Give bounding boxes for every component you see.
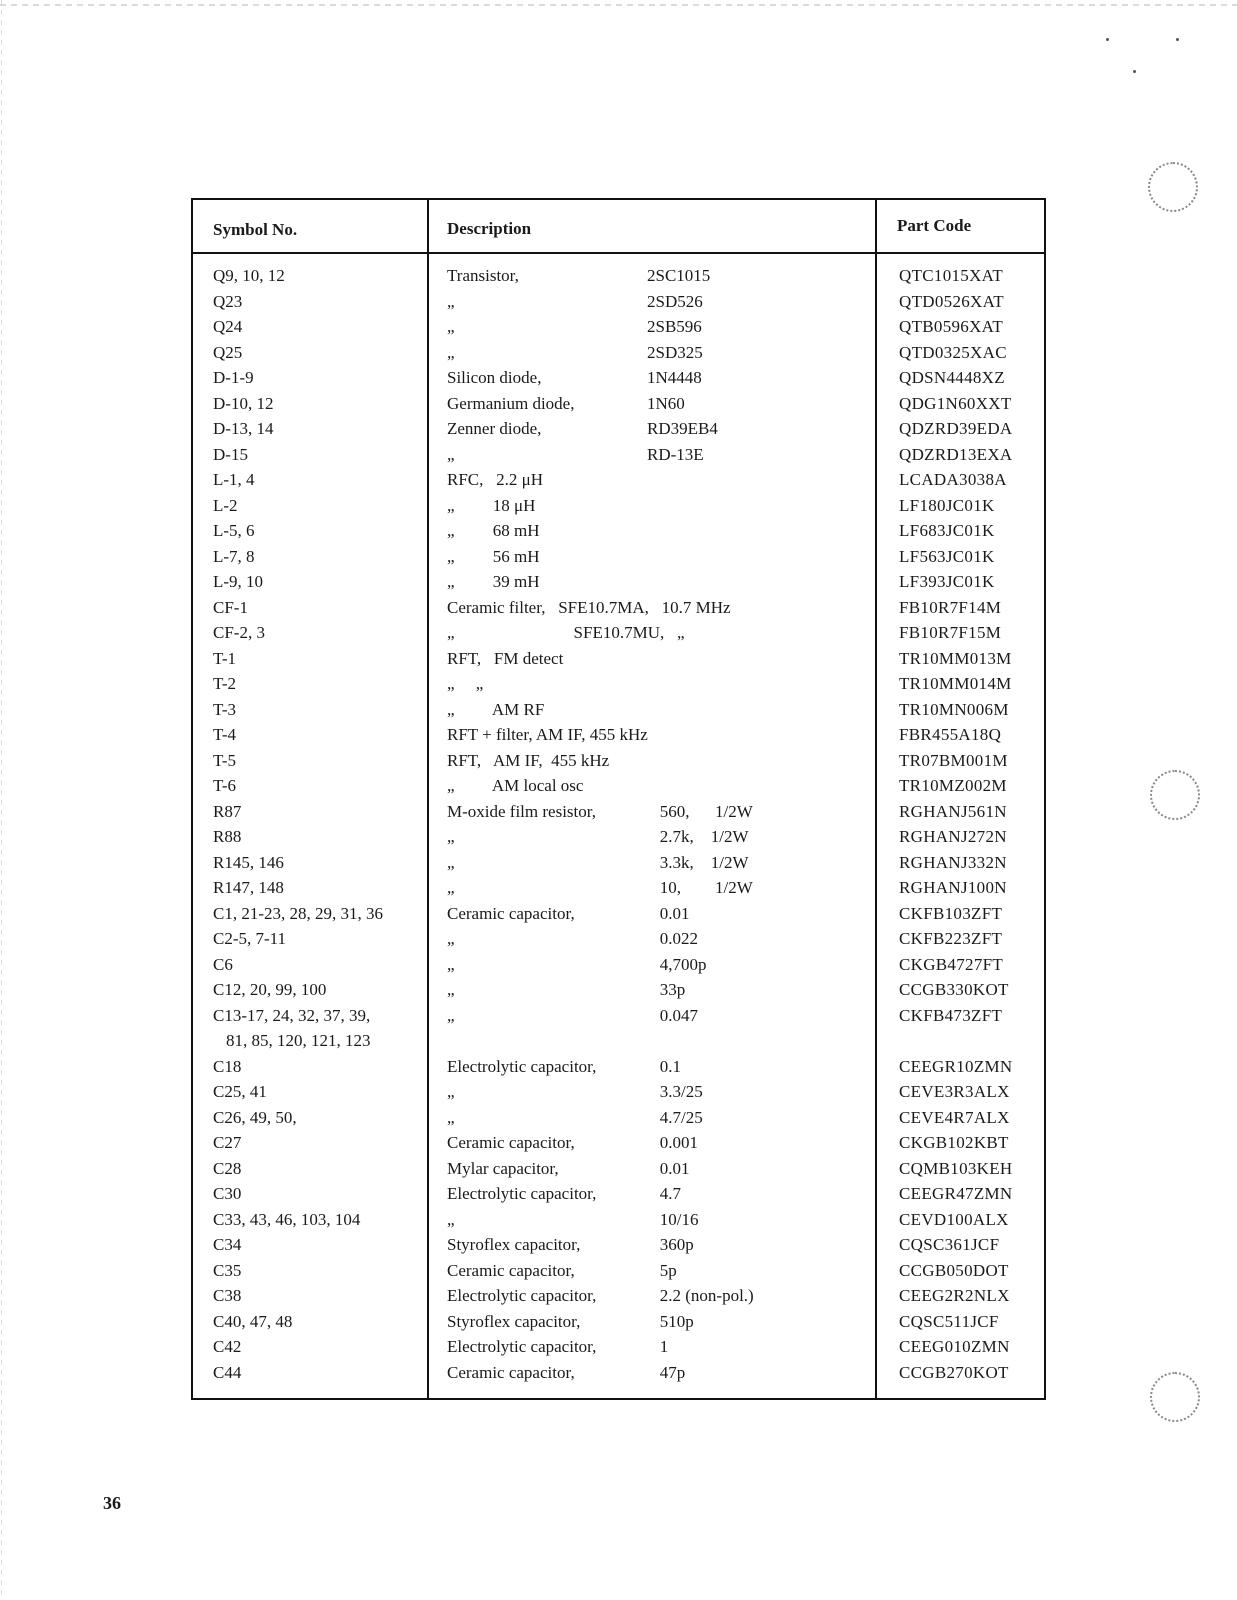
symbol-cell: C12, 20, 99, 100 (213, 980, 327, 999)
scan-edge-left (1, 0, 2, 1600)
symbol-cell: T-2 (213, 674, 236, 693)
symbol-cell: R147, 148 (213, 878, 284, 897)
description-cell: „ (447, 852, 455, 872)
table-row (193, 1031, 1044, 1057)
part-code-cell: CQSC511JCF (899, 1311, 999, 1331)
part-code-cell: FB10R7F14M (899, 597, 1002, 617)
value-cell: 0.01 (647, 903, 690, 923)
parts-table (191, 198, 1046, 1400)
part-code-cell: CEVE3R3ALX (899, 1082, 1010, 1101)
description-cell: Electrolytic capacitor, (447, 1184, 597, 1203)
table-row (193, 725, 1044, 751)
symbol-cell: T-4 (213, 725, 236, 744)
table-row (193, 1133, 1044, 1159)
description-cell: Transistor, (447, 266, 519, 285)
symbol-cell: C44 (213, 1362, 242, 1382)
symbol-cell: C30 (213, 1184, 242, 1203)
table-row (193, 547, 1044, 573)
table-row (193, 1159, 1044, 1185)
part-code-cell: CKFB223ZFT (899, 929, 1003, 948)
part-code-cell: CEEGR47ZMN (899, 1184, 1013, 1203)
description-cell: „ (447, 980, 455, 999)
symbol-cell: T-5 (213, 750, 236, 770)
part-code-cell: CKGB4727FT (899, 954, 1004, 974)
part-code-cell: LF180JC01K (899, 495, 995, 515)
part-code-cell: TR10MN006M (899, 699, 1009, 719)
header-description: Description (447, 219, 532, 238)
part-code-cell: RGHANJ100N (899, 878, 1007, 897)
table-row (193, 700, 1044, 726)
value-cell: 0.022 (647, 929, 698, 948)
symbol-cell: D-13, 14 (213, 419, 274, 438)
header-symbol-no: Symbol No. (213, 220, 298, 239)
table-row (193, 368, 1044, 394)
table-row (193, 827, 1044, 853)
description-cell: Ceramic capacitor, (447, 1133, 575, 1152)
description-cell: „ (447, 1107, 455, 1127)
part-code-cell: CCGB050DOT (899, 1260, 1009, 1280)
value-cell: 10/16 (647, 1209, 699, 1229)
description-cell: „ (447, 444, 455, 464)
description-cell: Ceramic capacitor, (447, 1362, 575, 1382)
symbol-cell: R88 (213, 827, 242, 846)
value-cell: 2SD325 (647, 342, 703, 362)
page-number: 36 (103, 1493, 121, 1513)
symbol-cell: R87 (213, 801, 242, 821)
value-cell: 4.7 (647, 1184, 681, 1203)
value-cell: 2SD526 (647, 291, 703, 311)
symbol-cell: CF-1 (213, 597, 248, 617)
table-row (193, 1337, 1044, 1363)
description-cell: Electrolytic capacitor, (447, 1056, 597, 1076)
part-code-cell: CEVE4R7ALX (899, 1107, 1010, 1127)
table-row (193, 853, 1044, 879)
description-cell: „ „ (447, 674, 484, 693)
table-row (193, 904, 1044, 930)
part-code-cell: LCADA3038A (899, 470, 1007, 489)
part-code-cell: QDSN4448XZ (899, 368, 1005, 387)
table-row (193, 1235, 1044, 1261)
description-cell: Silicon diode, (447, 368, 542, 387)
part-code-cell: CEEG2R2NLX (899, 1286, 1010, 1305)
table-row (193, 878, 1044, 904)
description-cell: „ (447, 1082, 455, 1101)
description-cell: Zenner diode, (447, 419, 542, 438)
table-row (193, 955, 1044, 981)
part-code-cell: CKGB102KBT (899, 1133, 1009, 1152)
table-row (193, 1006, 1044, 1032)
description-cell: „ AM RF (447, 699, 545, 719)
description-cell: „ (447, 878, 455, 897)
symbol-cell: L-2 (213, 495, 238, 515)
symbol-cell: C33, 43, 46, 103, 104 (213, 1209, 361, 1229)
symbol-cell: Q9, 10, 12 (213, 266, 285, 285)
table-row (193, 1261, 1044, 1287)
table-row (193, 445, 1044, 471)
value-cell: 2.2 (non-pol.) (647, 1286, 754, 1305)
description-cell: „ 18 μH (447, 495, 536, 515)
value-cell: RD-13E (647, 444, 704, 464)
table-row (193, 649, 1044, 675)
symbol-cell: C13-17, 24, 32, 37, 39, (213, 1005, 371, 1025)
symbol-cell: D-1-9 (213, 368, 254, 387)
table-row (193, 980, 1044, 1006)
part-code-cell: FBR455A18Q (899, 725, 1002, 744)
symbol-cell: C38 (213, 1286, 242, 1305)
part-code-cell: TR10MM014M (899, 674, 1012, 693)
part-code-cell: CCGB270KOT (899, 1362, 1009, 1382)
description-cell: „ SFE10.7MU, „ (447, 623, 685, 642)
part-code-cell: CEEGR10ZMN (899, 1056, 1013, 1076)
description-cell: Mylar capacitor, (447, 1158, 559, 1178)
table-row (193, 266, 1044, 292)
part-code-cell: CEVD100ALX (899, 1209, 1009, 1229)
value-cell: 2.7k, 1/2W (647, 827, 749, 846)
description-cell: RFT, AM IF, 455 kHz (447, 750, 610, 770)
table-row (193, 1082, 1044, 1108)
table-row (193, 496, 1044, 522)
symbol-cell: R145, 146 (213, 852, 284, 872)
description-cell: Electrolytic capacitor, (447, 1337, 597, 1356)
description-cell: M-oxide film resistor, (447, 801, 596, 821)
punch-hole-middle (1150, 770, 1200, 820)
table-row (193, 419, 1044, 445)
value-cell: 47p (647, 1362, 686, 1382)
description-cell: „ 68 mH (447, 521, 540, 540)
part-code-cell: TR07BM001M (899, 750, 1008, 770)
part-code-cell: LF393JC01K (899, 572, 995, 591)
description-cell: „ (447, 342, 455, 362)
symbol-cell: C42 (213, 1337, 242, 1356)
header-part-code: Part Code (897, 216, 972, 235)
punch-hole-top (1148, 162, 1198, 212)
description-cell: RFT + filter, AM IF, 455 kHz (447, 725, 648, 744)
scan-speck (1106, 38, 1109, 41)
symbol-cell: C6 (213, 954, 233, 974)
part-code-cell: QTB0596XAT (899, 317, 1004, 336)
table-row (193, 1312, 1044, 1338)
table-row (193, 674, 1044, 700)
description-cell: „ (447, 1209, 455, 1229)
symbol-cell: C35 (213, 1260, 242, 1280)
part-code-cell: CEEG010ZMN (899, 1337, 1010, 1356)
value-cell: 5p (647, 1260, 677, 1280)
value-cell: 3.3/25 (647, 1082, 703, 1101)
part-code-cell: TR10MM013M (899, 648, 1012, 668)
description-cell: Electrolytic capacitor, (447, 1286, 597, 1305)
value-cell: 0.001 (647, 1133, 698, 1152)
symbol-cell: C18 (213, 1056, 242, 1076)
part-code-cell: RGHANJ272N (899, 827, 1007, 846)
description-cell: „ (447, 1005, 455, 1025)
value-cell: 510p (647, 1311, 694, 1331)
symbol-cell: T-3 (213, 699, 236, 719)
description-cell: „ (447, 954, 455, 974)
description-cell: Ceramic capacitor, (447, 1260, 575, 1280)
table-row (193, 343, 1044, 369)
symbol-cell: C34 (213, 1235, 242, 1254)
symbol-cell: Q24 (213, 317, 243, 336)
description-cell: „ (447, 291, 455, 311)
value-cell: 4,700p (647, 954, 707, 974)
part-code-cell: CQMB103KEH (899, 1158, 1013, 1178)
description-cell: „ (447, 929, 455, 948)
scan-speck (1176, 38, 1179, 41)
part-code-cell: TR10MZ002M (899, 776, 1007, 795)
value-cell: 10, 1/2W (647, 878, 753, 897)
value-cell: 360p (647, 1235, 694, 1254)
scan-edge-top (0, 4, 1237, 6)
table-row (193, 292, 1044, 318)
symbol-cell: L-7, 8 (213, 546, 255, 566)
description-cell: Styroflex capacitor, (447, 1235, 581, 1254)
symbol-cell: Q25 (213, 342, 243, 362)
part-code-cell: QDZRD39EDA (899, 419, 1013, 438)
description-cell: „ 56 mH (447, 546, 540, 566)
value-cell: 4.7/25 (647, 1107, 703, 1127)
part-code-cell: QTD0325XAC (899, 342, 1007, 362)
table-row (193, 394, 1044, 420)
table-row (193, 1286, 1044, 1312)
description-cell: „ AM local osc (447, 776, 584, 795)
symbol-cell: L-9, 10 (213, 572, 264, 591)
description-cell: RFT, FM detect (447, 648, 564, 668)
table-row (193, 802, 1044, 828)
symbol-cell: C27 (213, 1133, 242, 1152)
part-code-cell: QDG1N60XXT (899, 393, 1012, 413)
part-code-cell: QTD0526XAT (899, 291, 1004, 311)
part-code-cell: CKFB473ZFT (899, 1005, 1003, 1025)
part-code-cell: LF563JC01K (899, 546, 995, 566)
table-row (193, 1363, 1044, 1389)
symbol-cell: D-15 (213, 444, 248, 464)
symbol-cell: L-5, 6 (213, 521, 255, 540)
symbol-cell: Q23 (213, 291, 243, 311)
symbol-cell: C26, 49, 50, (213, 1107, 297, 1127)
part-code-cell: CKFB103ZFT (899, 903, 1003, 923)
table-row (193, 1210, 1044, 1236)
table-row (193, 1108, 1044, 1134)
value-cell: 560, 1/2W (647, 801, 753, 821)
description-cell: Ceramic filter, SFE10.7MA, 10.7 MHz (447, 597, 731, 617)
value-cell: 0.1 (647, 1056, 681, 1076)
value-cell: 1N4448 (647, 368, 702, 387)
part-code-cell: FB10R7F15M (899, 623, 1002, 642)
table-row (193, 317, 1044, 343)
symbol-cell: C40, 47, 48 (213, 1311, 293, 1331)
table-body (193, 266, 1044, 1388)
description-cell: „ (447, 827, 455, 846)
value-cell: RD39EB4 (647, 419, 718, 438)
symbol-cell: CF-2, 3 (213, 623, 265, 642)
part-code-cell: LF683JC01K (899, 521, 995, 540)
description-cell: „ (447, 317, 455, 336)
value-cell: 1N60 (647, 393, 685, 413)
symbol-cell: C2-5, 7-11 (213, 929, 287, 948)
symbol-cell: C1, 21-23, 28, 29, 31, 36 (213, 903, 383, 923)
table-row (193, 1057, 1044, 1083)
table-row (193, 470, 1044, 496)
value-cell: 0.047 (647, 1005, 698, 1025)
description-cell: Styroflex capacitor, (447, 1311, 581, 1331)
punch-hole-bottom (1150, 1372, 1200, 1422)
table-row (193, 929, 1044, 955)
symbol-cell: C25, 41 (213, 1082, 267, 1101)
value-cell: 2SC1015 (647, 266, 711, 285)
symbol-cell: C28 (213, 1158, 242, 1178)
description-cell: RFC, 2.2 μH (447, 470, 544, 489)
value-cell: 33p (647, 980, 686, 999)
scan-speck (1133, 70, 1136, 73)
table-row (193, 1184, 1044, 1210)
table-row (193, 572, 1044, 598)
symbol-cell: T-6 (213, 776, 236, 795)
part-code-cell: CCGB330KOT (899, 980, 1009, 999)
value-cell: 0.01 (647, 1158, 690, 1178)
table-row (193, 521, 1044, 547)
symbol-cell: T-1 (213, 648, 236, 668)
table-row (193, 598, 1044, 624)
table-row (193, 623, 1044, 649)
part-code-cell: RGHANJ561N (899, 801, 1007, 821)
symbol-cell: L-1, 4 (213, 470, 255, 489)
description-cell: Ceramic capacitor, (447, 903, 575, 923)
header-divider (193, 252, 1044, 254)
part-code-cell: QTC1015XAT (899, 266, 1004, 285)
symbol-cell: D-10, 12 (213, 393, 274, 413)
description-cell: „ 39 mH (447, 572, 540, 591)
part-code-cell: QDZRD13EXA (899, 444, 1013, 464)
value-cell: 2SB596 (647, 317, 702, 336)
part-code-cell: RGHANJ332N (899, 852, 1007, 872)
part-code-cell: CQSC361JCF (899, 1235, 1000, 1254)
value-cell: 1 (647, 1337, 669, 1356)
symbol-cell: 81, 85, 120, 121, 123 (226, 1031, 371, 1050)
table-row (193, 776, 1044, 802)
description-cell: Germanium diode, (447, 393, 575, 413)
value-cell: 3.3k, 1/2W (647, 852, 749, 872)
table-row (193, 751, 1044, 777)
